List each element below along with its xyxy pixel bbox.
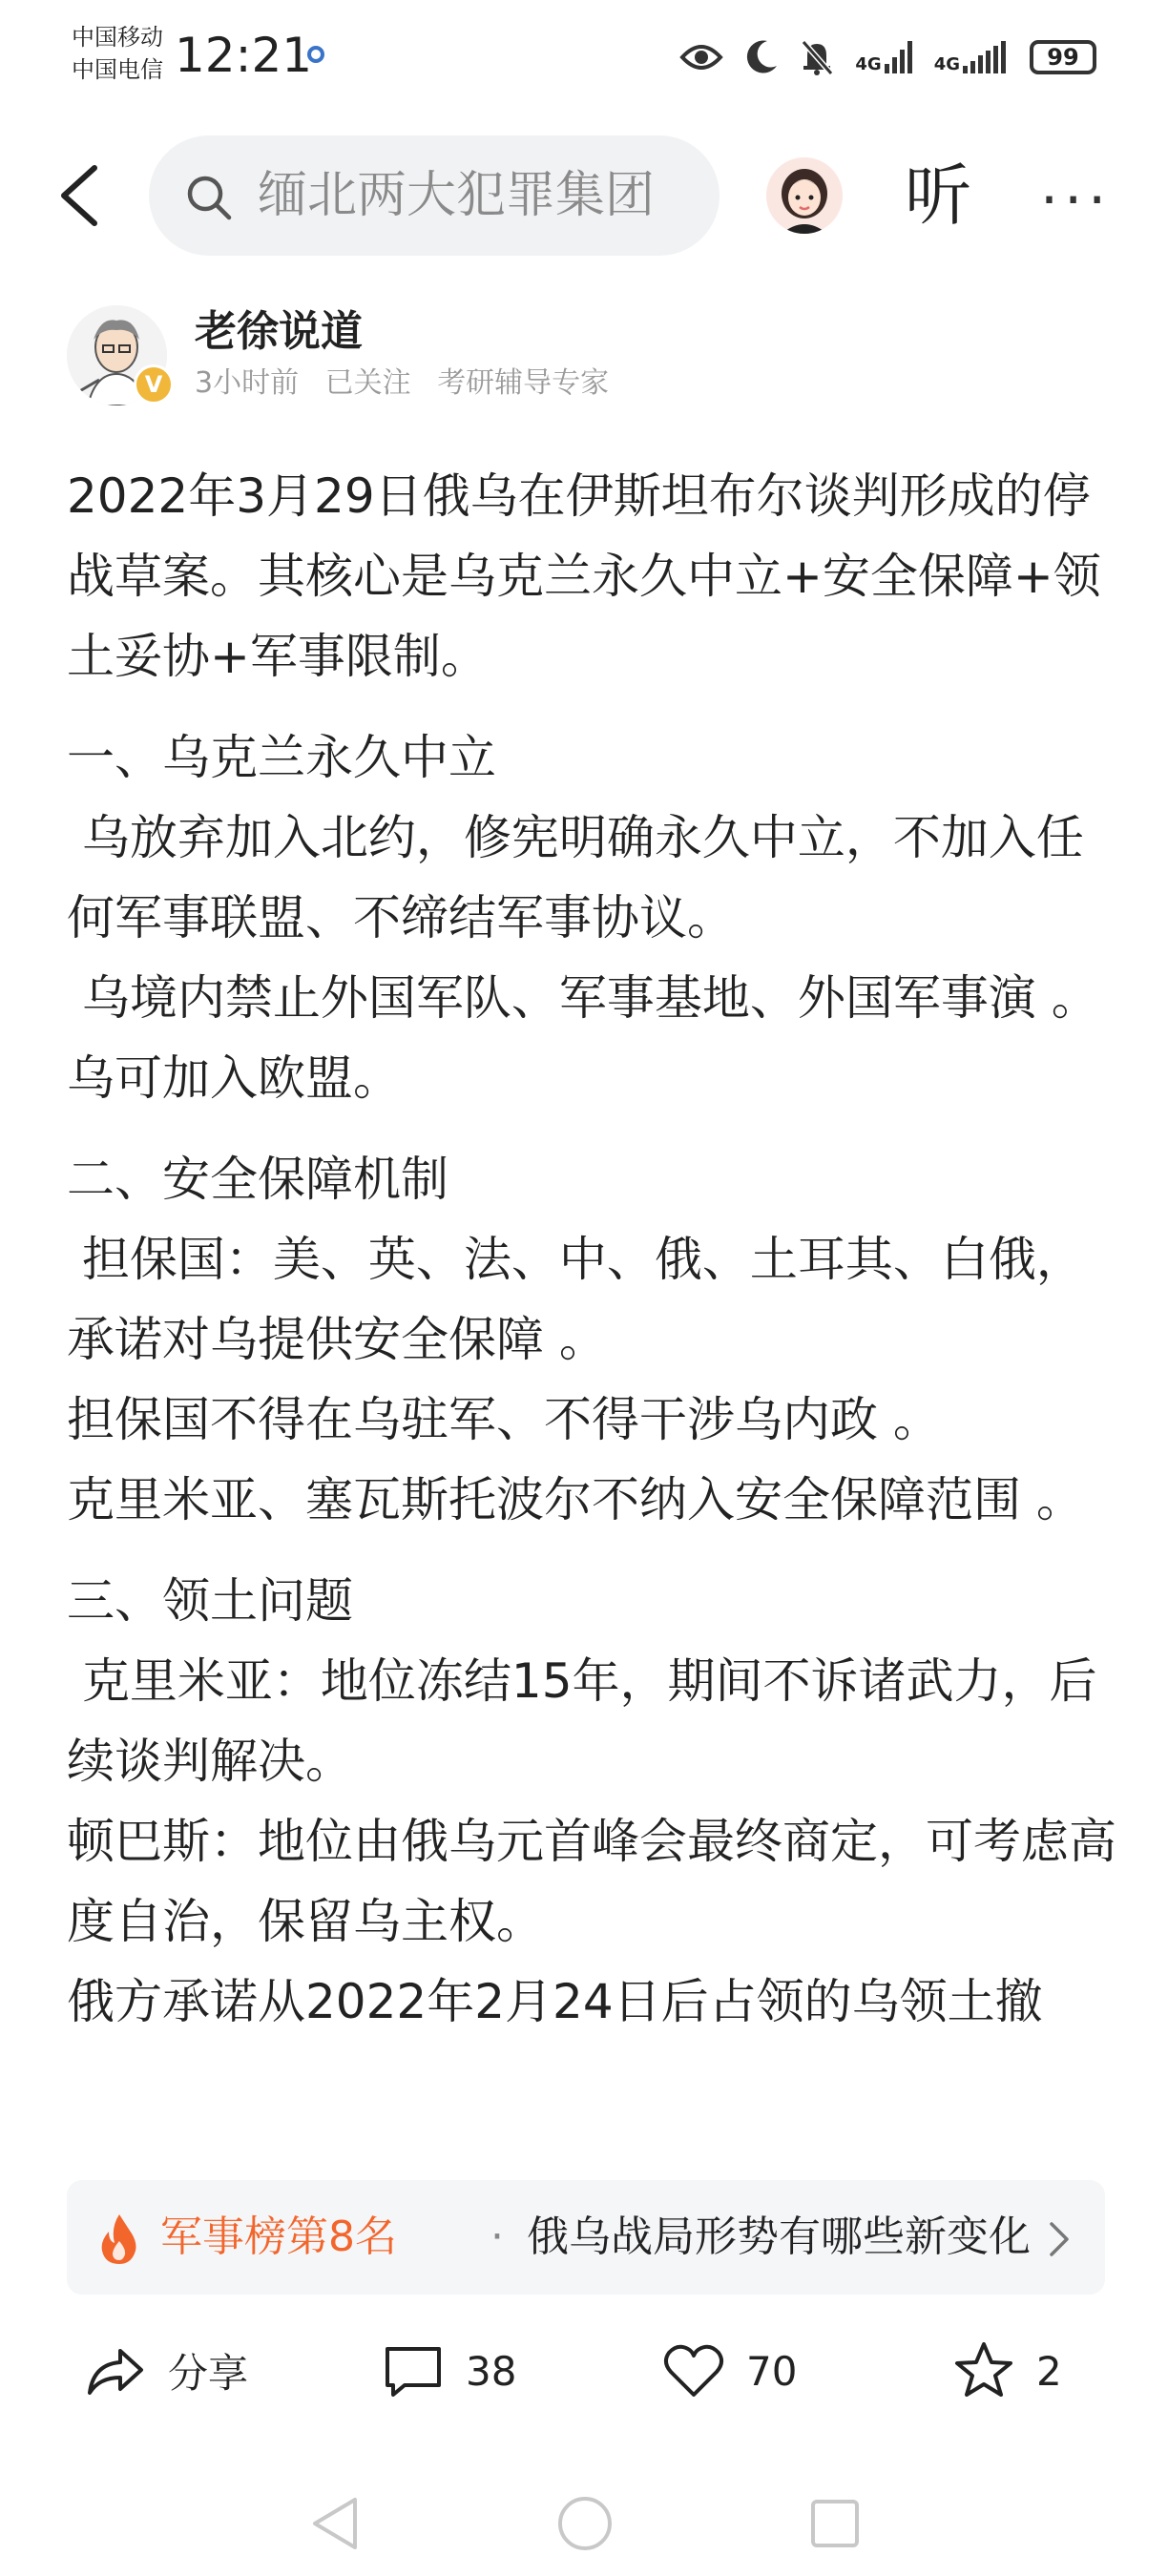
paragraph: 担保国：美、英、法、中、俄、土耳其、白俄，承诺对乌提供安全保障 。	[67, 1232, 1084, 1367]
signal-bars-2-icon	[963, 41, 1009, 73]
search-icon	[185, 174, 233, 221]
listen-button[interactable]: 听	[905, 156, 971, 235]
paragraph: 乌境内禁止外国军队、军事基地、外国军事演 。	[67, 970, 1099, 1026]
like-button[interactable]	[662, 2339, 797, 2402]
follow-status[interactable]: 已关注	[324, 366, 411, 400]
avatar-icon	[766, 157, 843, 234]
paragraph: 克里米亚：地位冻结15年，期间不诉诸武力，后续谈判解决。	[67, 1653, 1097, 1789]
hot-topic-title: 俄乌战局形势有哪些新变化	[527, 2212, 1031, 2261]
paragraph: 俄方承诺从2022年2月24日后占领的乌领土撤	[67, 1974, 1043, 2029]
nav-home-icon[interactable]	[552, 2490, 618, 2557]
search-bar[interactable]	[149, 135, 720, 256]
paragraph: 担保国不得在乌驻军、不得干涉乌内政 。	[67, 1392, 941, 1447]
bell-off-icon	[800, 38, 834, 76]
action-bar	[0, 2318, 1168, 2423]
article-intro: 2022年3月29日俄乌在伊斯坦布尔谈判形成的停战草案。其核心是乌克兰永久中立+安全保障+领土妥协+军事限制。	[67, 468, 1101, 684]
comment-icon	[382, 2339, 445, 2402]
chevron-right-icon	[1044, 2220, 1073, 2258]
search-input[interactable]: 缅北两大犯罪集团	[258, 167, 656, 224]
signal-2-label: 4G	[933, 54, 960, 74]
author-meta	[195, 364, 626, 403]
section-title: 一、乌克兰永久中立	[67, 730, 496, 785]
star-icon	[952, 2339, 1015, 2402]
signal-icon	[855, 41, 912, 73]
hd-call-icon	[307, 46, 324, 63]
author-row	[67, 305, 1116, 410]
hot-separator: ·	[490, 2212, 504, 2261]
flame-icon	[97, 2212, 141, 2264]
section-title: 三、领土问题	[67, 1573, 353, 1629]
hot-topic-banner[interactable]	[67, 2180, 1105, 2295]
paragraph: 乌可加入欧盟。	[67, 1050, 401, 1106]
article-fade	[0, 2137, 1168, 2175]
back-button[interactable]	[52, 162, 110, 229]
battery-icon: 99	[1030, 40, 1096, 74]
eye-icon	[679, 42, 723, 73]
post-time: 3小时前	[195, 366, 300, 400]
section-security	[67, 1139, 1116, 1540]
nav-back-icon[interactable]	[303, 2490, 370, 2557]
nav-recents-icon[interactable]	[802, 2490, 868, 2557]
article-body	[67, 456, 1116, 2173]
carrier-2: 中国电信	[72, 56, 163, 83]
favorite-button[interactable]	[952, 2339, 1062, 2402]
share-label: 分享	[168, 2350, 249, 2397]
moon-icon	[744, 39, 779, 75]
status-icons	[679, 29, 1096, 86]
share-icon	[84, 2339, 147, 2402]
section-territory	[67, 1561, 1116, 2042]
paragraph: 克里米亚、塞瓦斯托波尔不纳入安全保障范围 。	[67, 1472, 1084, 1527]
more-button[interactable]: ···	[1040, 167, 1113, 234]
author-name[interactable]: 老徐说道	[195, 307, 363, 356]
favorite-count: 2	[1036, 2347, 1062, 2395]
system-nav-bar	[0, 2471, 1168, 2576]
comment-button[interactable]	[382, 2339, 516, 2402]
like-count: 70	[746, 2347, 798, 2395]
share-button[interactable]	[84, 2339, 248, 2402]
signal-bars-1-icon	[885, 41, 913, 73]
author-title: 考研辅导专家	[437, 366, 610, 400]
status-bar	[0, 0, 1168, 114]
heart-icon	[662, 2339, 725, 2402]
hot-rank-label: 军事榜第8名	[160, 2212, 397, 2261]
signal-1-label: 4G	[855, 54, 882, 74]
paragraph: 乌放弃加入北约，修宪明确永久中立，不加入任何军事联盟、不缔结军事协议。	[67, 810, 1084, 945]
top-nav	[0, 124, 1168, 267]
carrier-labels	[72, 21, 163, 86]
verified-badge: V	[134, 364, 174, 405]
assistant-avatar-button[interactable]	[766, 157, 843, 234]
paragraph: 顿巴斯：地位由俄乌元首峰会最终商定，可考虑高度自治，保留乌主权。	[67, 1814, 1116, 1949]
section-title: 二、安全保障机制	[67, 1152, 448, 1207]
comment-count: 38	[466, 2347, 517, 2395]
section-neutrality	[67, 717, 1116, 1118]
signal-icon-2	[934, 41, 1009, 73]
carrier-1: 中国移动	[72, 24, 163, 51]
status-time: 12:21	[175, 28, 313, 83]
